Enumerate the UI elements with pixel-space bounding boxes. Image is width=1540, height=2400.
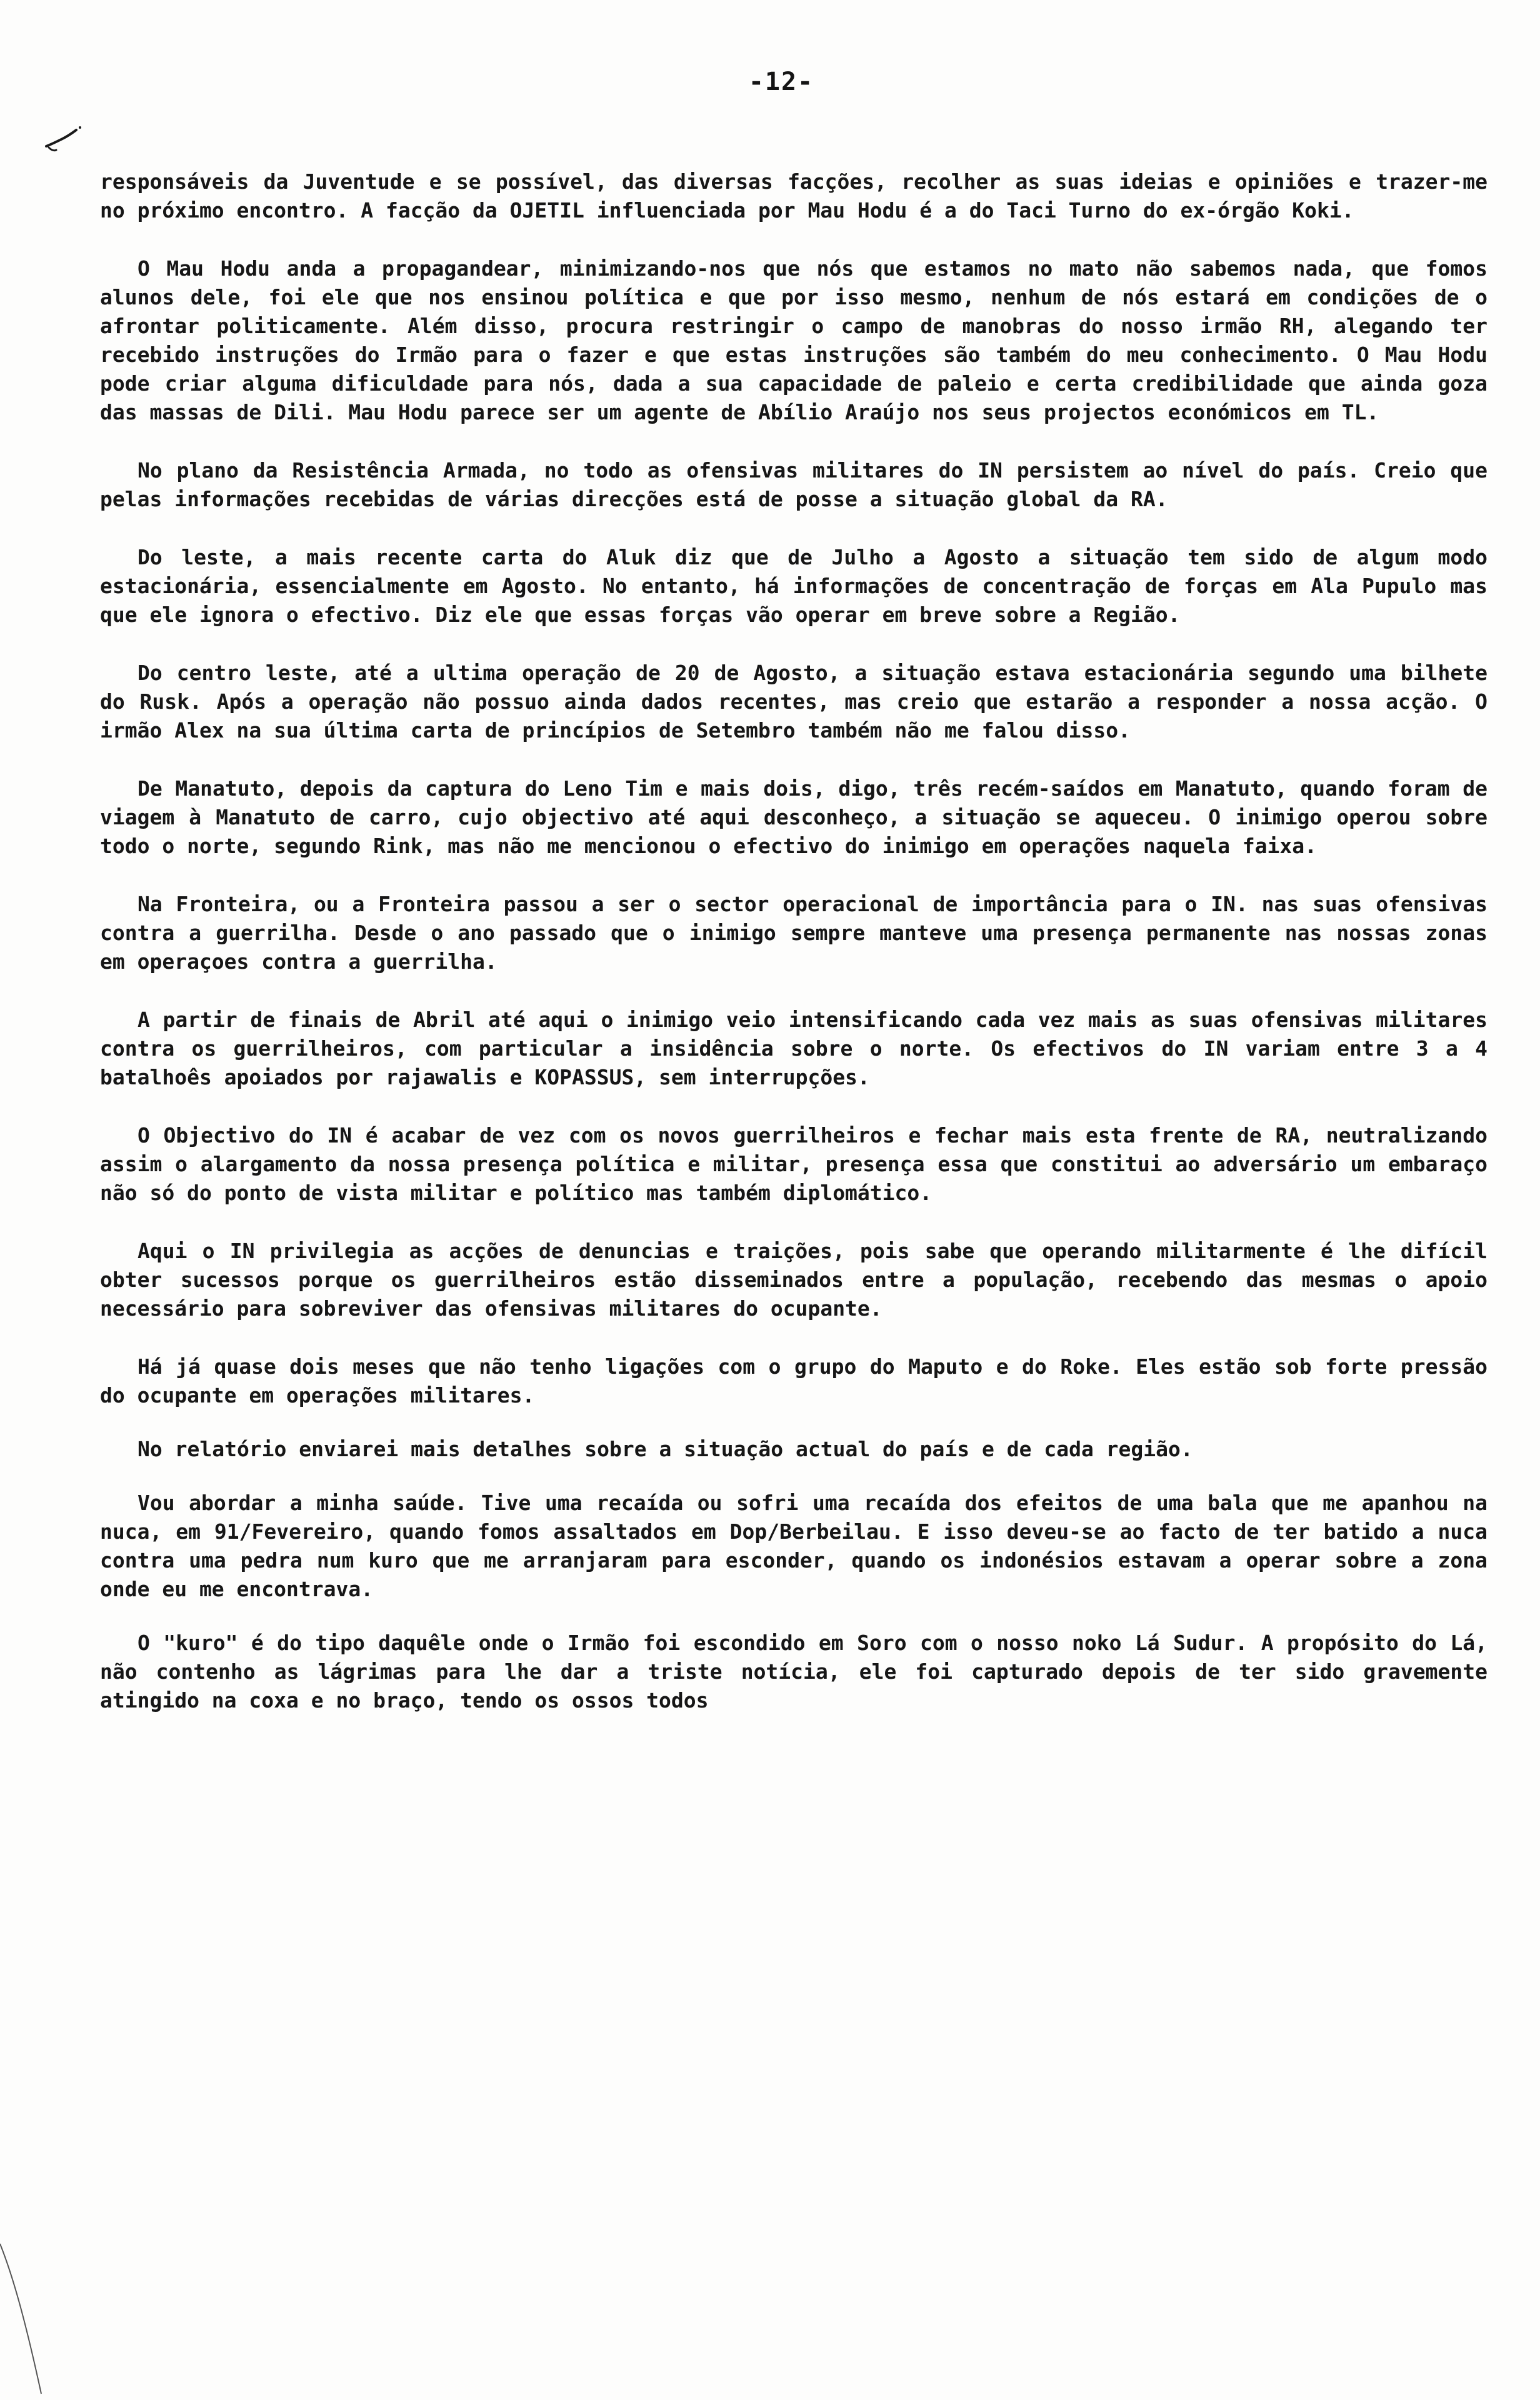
paragraph-continuation: responsáveis da Juventude e se possível, das diversas facções, recolher as suas ideias e opiniões e trazer-me no próximo encontro. A facção da OJETIL influenciada por Mau Hodu é a do Taci Turno do ex-órgão Koki. bbox=[100, 169, 1488, 222]
paragraph-manatuto: De Manatuto, depois da captura do Leno Tim e mais dois, digo, três recém-saídos em Manatuto, quando foram de viagem à Manatuto de carro, cujo objectivo até aqui desconheço, a situação se aqueceu. O inimigo operou sobre todo o norte, segundo Rink, mas não me mencionou o efectivo do inimigo em operações naquela faixa. bbox=[100, 776, 1488, 858]
paragraph-kuro: O "kuro" é do tipo daquêle onde o Irmão foi escondido em Soro com o nosso noko Lá Sudur. A propósito do Lá, não contenho as lágrimas para lhe dar a triste notícia, ele foi capturado depois de ter sido gravemente atingido na coxa e no braço, tendo os ossos todos bbox=[100, 1631, 1488, 1712]
paragraph-fronteira: Na Fronteira, ou a Fronteira passou a ser o sector operacional de importância para o IN. nas suas ofensivas contra a guerrilha. Desde o ano passado que o inimigo sempre manteve uma presença permanente nas nossas zonas em operaçoes contra a guerrilha. bbox=[100, 892, 1488, 974]
handwritten-margin-mark bbox=[44, 122, 94, 160]
paragraph-denuncias: Aqui o IN privilegia as acções de denuncias e traições, pois sabe que operando militarmente é lhe difícil obter sucessos porque os guerrilheiros estão disseminados entre a população, recebendo das mesmas o apoio necessário para sobreviver das ofensivas militares do ocupante. bbox=[100, 1239, 1488, 1321]
paragraph-relatorio: No relatório enviarei mais detalhes sobre a situação actual do país e de cada região. bbox=[138, 1437, 1193, 1461]
paragraph-objectivo-in: O Objectivo do IN é acabar de vez com os novos guerrilheiros e fechar mais esta frente de RA, neutralizando assim o alargamento da nossa presença política e militar, presença essa que constitui ao adversário um embaraço não só do ponto de vista militar e político mas também diplomático. bbox=[100, 1123, 1488, 1205]
paragraph-saude: Vou abordar a minha saúde. Tive uma recaída ou sofri uma recaída dos efeitos de uma bala que me apanhou na nuca, em 91/Fevereiro, quando fomos assaltados em Dop/Berbeilau. E isso deveu-se ao facto de ter batido a nuca contra uma pedra num kuro que me arranjaram para esconder, quando os indonésios estavam a operar sobre a zona onde eu me encontrava. bbox=[100, 1491, 1488, 1601]
paragraph-ligacoes: Há já quase dois meses que não tenho ligações com o grupo do Maputo e do Roke. Eles estão sob forte pressão do ocupante em operações militares. bbox=[100, 1354, 1488, 1408]
paragraph-ofensivas: A partir de finais de Abril até aqui o inimigo veio intensificando cada vez mais as suas ofensivas militares contra os guerrilheiros, com particular a insidência sobre o norte. Os efectivos do IN variam entre 3 a 4 batalhoês apoiados por rajawalis e KOPASSUS, sem interrupções. bbox=[100, 1008, 1488, 1089]
page-number: -12- bbox=[748, 68, 814, 96]
paragraph-leste: Do leste, a mais recente carta do Aluk diz que de Julho a Agosto a situação tem sido de algum modo estacionária, essencialmente em Agosto. No entanto, há informações de concentração de forças em Ala Pupulo mas que ele ignora o efectivo. Diz ele que essas forças vão operar em breve sobre a Região. bbox=[100, 545, 1488, 627]
paragraph-resistencia-armada: No plano da Resistência Armada, no todo as ofensivas militares do IN persistem ao nível do país. Creio que pelas informações recebidas de várias direcções está de posse a situação global da RA. bbox=[100, 458, 1488, 511]
paragraph-mau-hodu: O Mau Hodu anda a propagandear, minimizando-nos que nós que estamos no mato não sabemos nada, que fomos alunos dele, foi ele que nos ensinou política e que por isso mesmo, nenhum de nós estará em condições de o afrontar politicamente. Além disso, procura restringir o campo de manobras do nosso irmão RH, alegando ter recebido instruções do Irmão para o fazer e que estas instruções são também do meu conhecimento. O Mau Hodu pode criar alguma dificuldade para nós, dada a sua capacidade de paleio e certa credibilidade que ainda goza das massas de Dili. Mau Hodu parece ser um agente de Abílio Araújo nos seus projectos económicos em TL. bbox=[100, 256, 1488, 424]
paragraph-centro-leste: Do centro leste, até a ultima operação de 20 de Agosto, a situação estava estacionária segundo uma bilhete do Rusk. Após a operação não possuo ainda dados recentes, mas creio que estarão a responder a nossa acção. O irmão Alex na sua última carta de princípios de Setembro também não me falou disso. bbox=[100, 661, 1488, 742]
document-body bbox=[100, 168, 1488, 1744]
scan-edge-mark bbox=[0, 2238, 44, 2400]
